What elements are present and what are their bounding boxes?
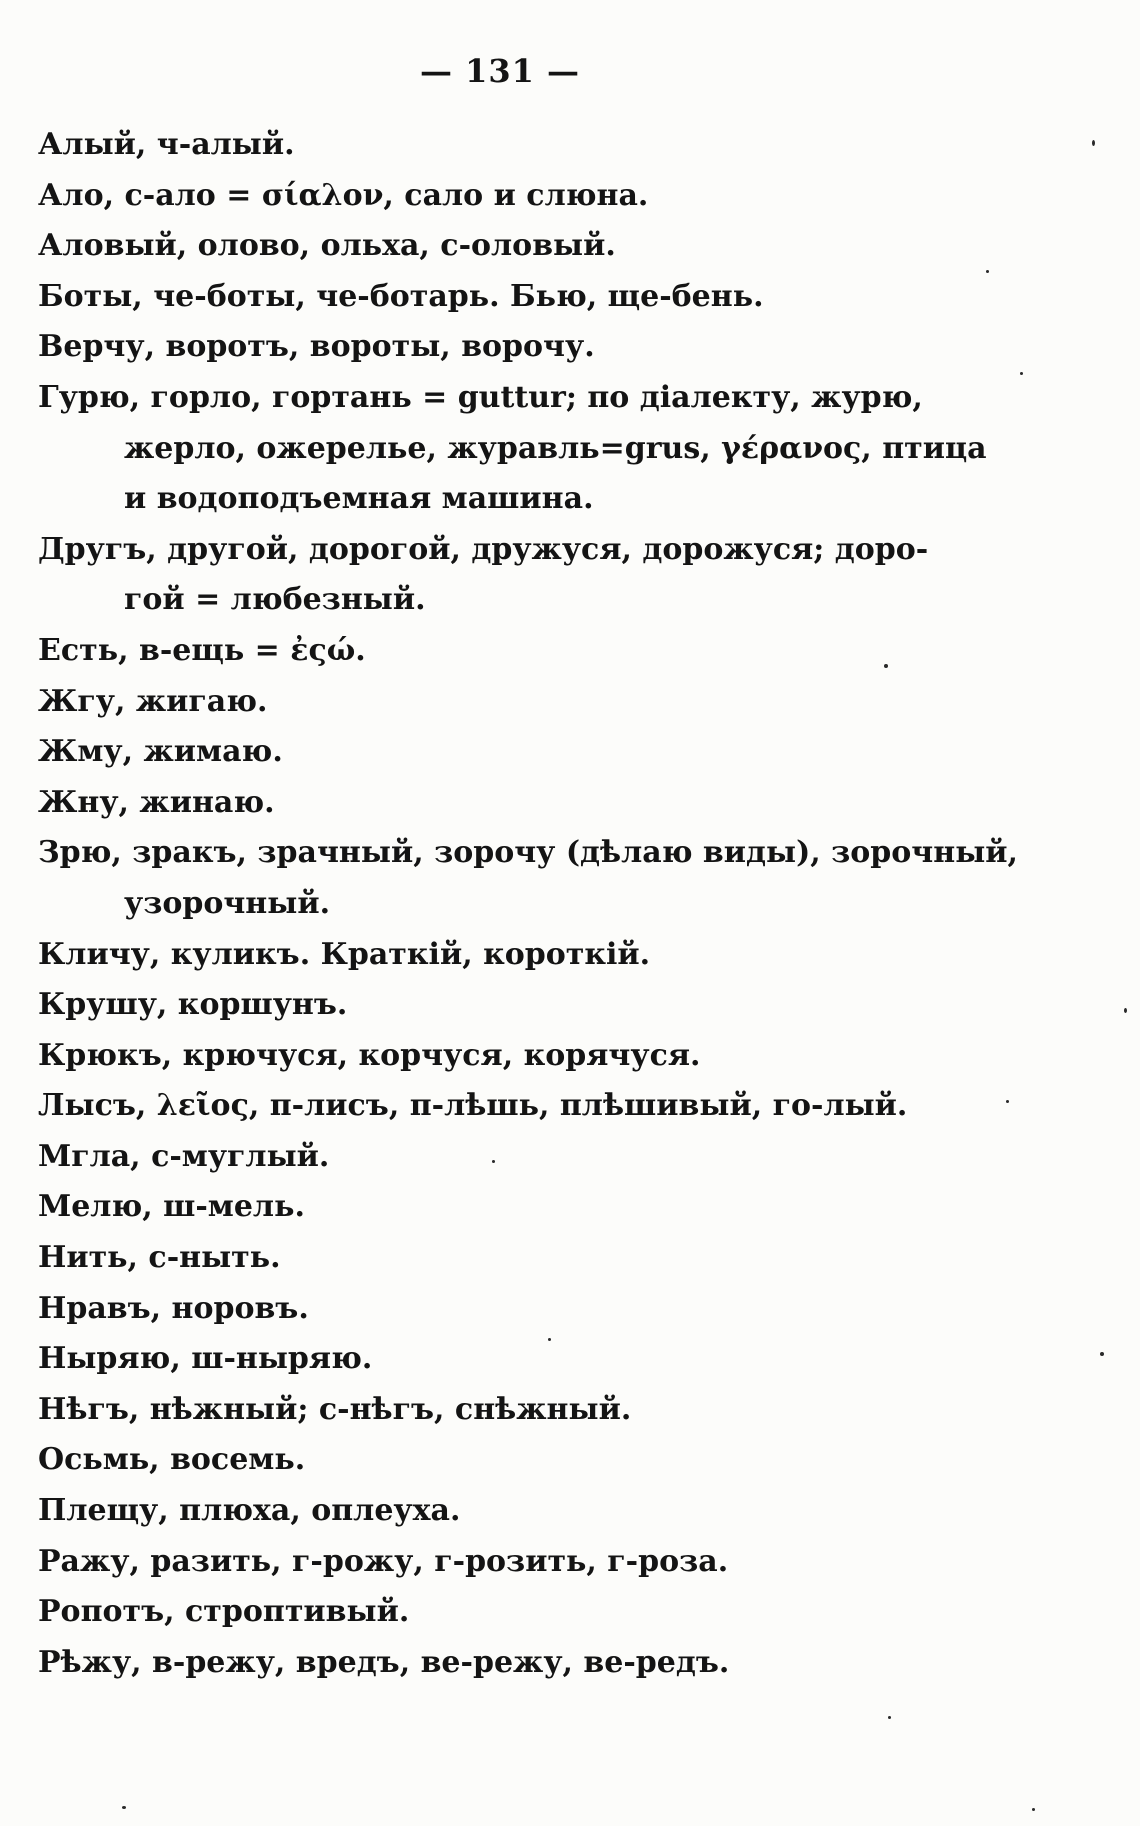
entry-continuation-line: гой = любезный.: [124, 582, 426, 618]
page-number-header: — 131 —: [419, 52, 581, 90]
scan-speck: [884, 664, 888, 668]
entry-line: Нравъ, норовъ.: [38, 1290, 309, 1326]
scan-speck: [1124, 1008, 1127, 1013]
entry-line: Ало, с-ало = σίαλον, сало и слюна.: [38, 177, 649, 213]
entry-list: [38, 120, 1018, 1688]
scan-speck: [1006, 1100, 1009, 1103]
entry-line: Мгла, с-муглый.: [38, 1138, 330, 1174]
entry-line: Ропотъ, строптивый.: [38, 1594, 410, 1630]
entry-line: Рѣжу, в-режу, вредъ, ве-режу, ве-редъ.: [38, 1644, 730, 1680]
entry-continuation-line: и водоподъемная машина.: [124, 481, 594, 517]
scan-speck: [986, 270, 989, 273]
entry-line: Лысъ, λεῖος, п-лисъ, п-лѣшь, плѣшивый, го-лый.: [38, 1088, 908, 1124]
entry-line: Крушу, коршунъ.: [38, 987, 348, 1023]
scan-speck: [1032, 1808, 1035, 1811]
entry-continuation-line: жерло, ожерелье, журавль=grus, γέρανος, птица: [124, 430, 987, 466]
entry-line: Кличу, куликъ. Краткій, короткій.: [38, 936, 651, 972]
scan-speck: [122, 1806, 126, 1809]
entry-line: Аловый, олово, ольха, с-оловый.: [38, 228, 616, 264]
entry-line: Жму, жимаю.: [38, 734, 283, 770]
entry-line: Нѣгъ, нѣжный; с-нѣгъ, снѣжный.: [38, 1391, 632, 1427]
scan-speck: [1092, 140, 1095, 146]
entry-line: Ражу, разить, г-рожу, г-розить, г-роза.: [38, 1543, 729, 1579]
entry-line: Алый, ч-алый.: [38, 127, 295, 162]
entry-continuation-line: узорочный.: [124, 885, 331, 921]
scan-speck: [888, 1716, 891, 1719]
scan-speck: [492, 1160, 495, 1163]
entry-line: Нить, с-ныть.: [38, 1240, 281, 1276]
scan-speck: [1100, 1352, 1104, 1356]
entry-line: Плещу, плюха, оплеуха.: [38, 1493, 461, 1529]
entry-line: Мелю, ш-мель.: [38, 1189, 305, 1225]
entry-line: Осьмь, восемь.: [38, 1442, 306, 1478]
scan-speck: [548, 1338, 551, 1341]
entry-line: Зрю, зракъ, зрачный, зорочу (дѣлаю виды), зорочный,: [38, 835, 1018, 871]
entry-line: Жну, жинаю.: [38, 784, 275, 820]
entry-line: Верчу, воротъ, вороты, ворочу.: [38, 329, 595, 365]
entry-line: Ныряю, ш-ныряю.: [38, 1341, 373, 1377]
entry-line: Боты, че-боты, че-ботарь. Бью, ще-бень.: [38, 278, 764, 314]
entry-line: Жгу, жигаю.: [38, 683, 268, 719]
entry-line: Есть, в-ещь = ἐςώ.: [38, 632, 366, 668]
entry-line: Крюкъ, крючуся, корчуся, корячуся.: [38, 1037, 701, 1073]
entry-line: Гурю, горло, гортань = guttur; по діалекту, журю,: [38, 379, 923, 415]
entry-line: Другъ, другой, дорогой, дружуся, дорожуся; доро-: [38, 531, 929, 567]
scan-speck: [1020, 372, 1023, 375]
